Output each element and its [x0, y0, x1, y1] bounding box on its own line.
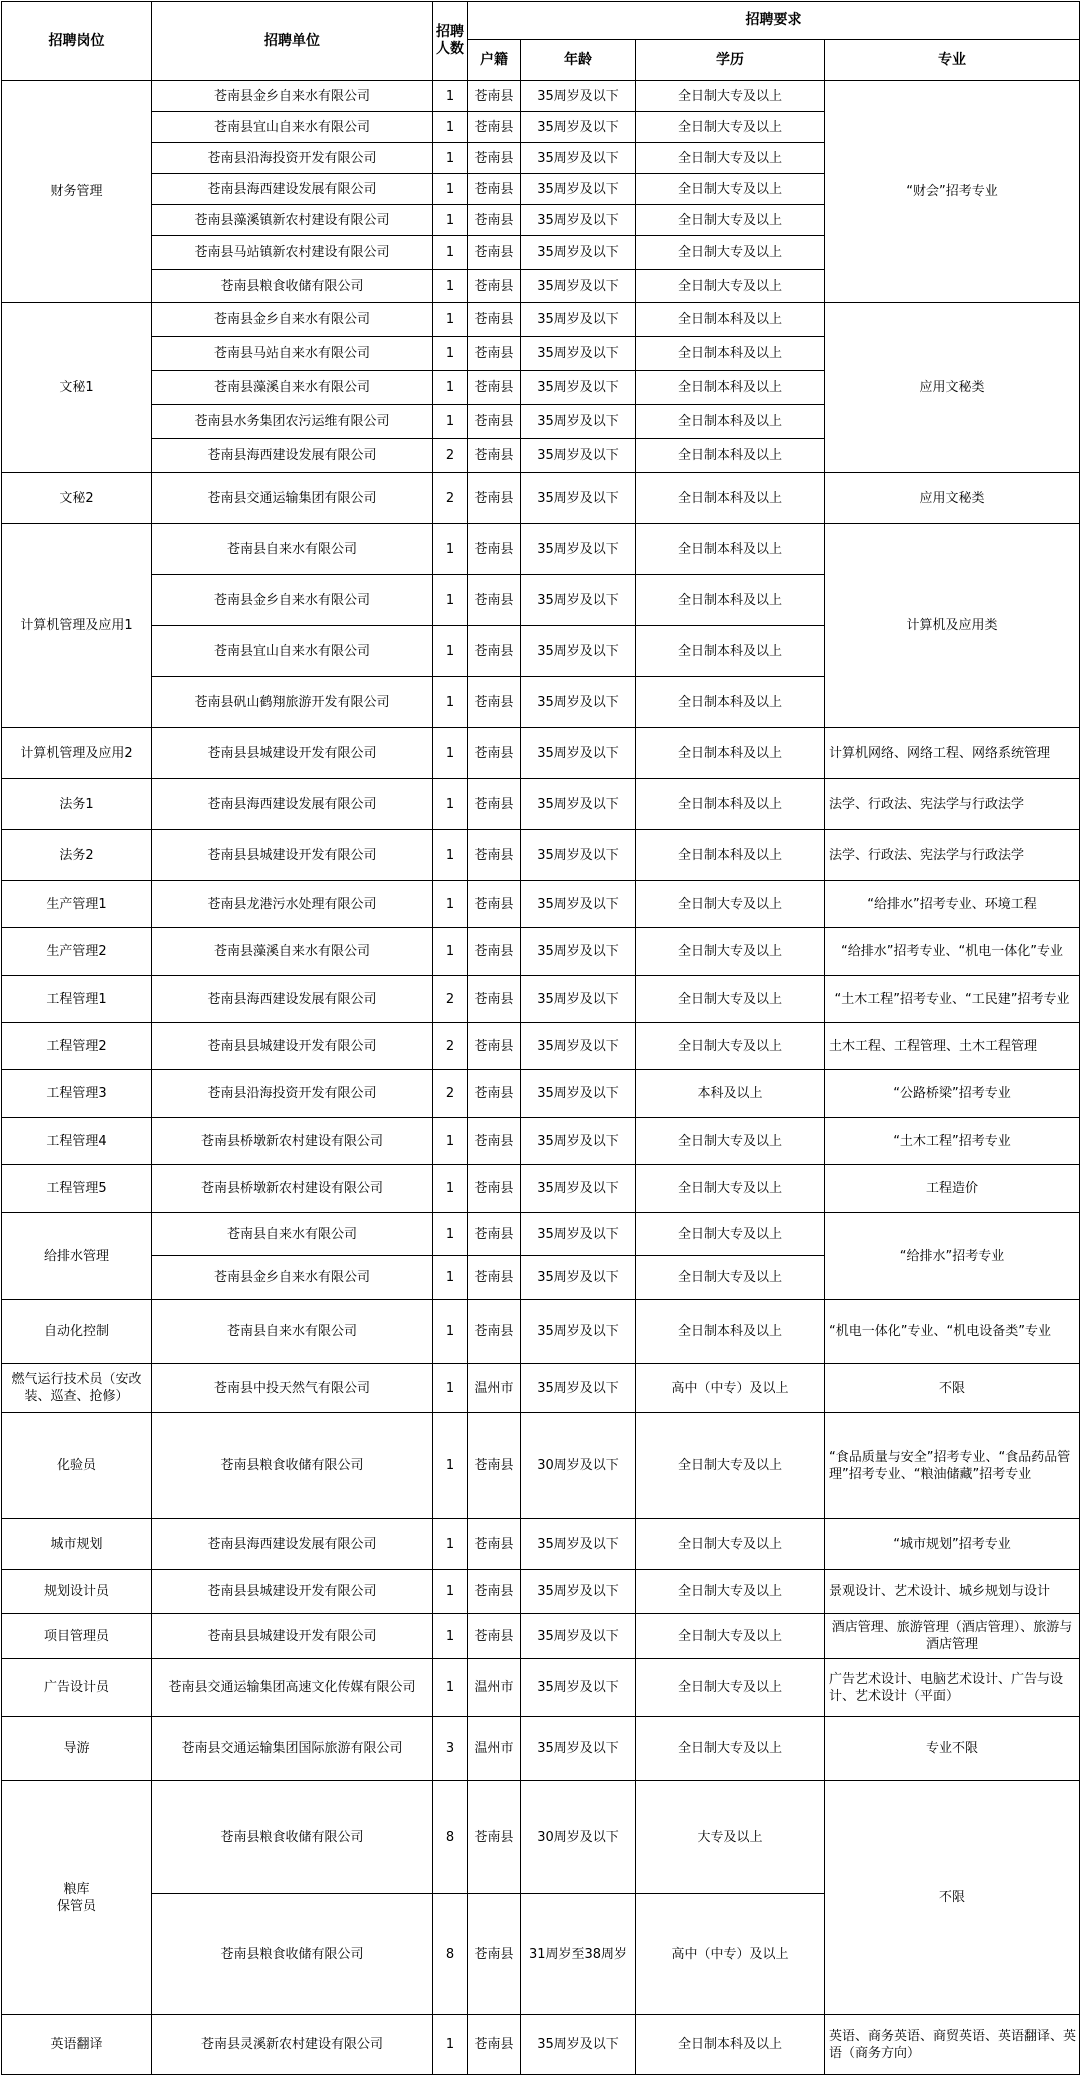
cell-age: 35周岁及以下 — [521, 1213, 636, 1256]
cell-education: 全日制大专及以上 — [636, 1659, 825, 1717]
cell-huji: 苍南县 — [468, 236, 521, 270]
cell-major: 英语、商务英语、商贸英语、英语翻译、英语（商务方向） — [825, 2015, 1080, 2075]
cell-major: “机电一体化”专业、“机电设备类”专业 — [825, 1300, 1080, 1364]
cell-unit: 苍南县县城建设开发有限公司 — [152, 1023, 433, 1070]
cell-education: 全日制大专及以上 — [636, 1413, 825, 1519]
cell-major: “土木工程”招考专业、“工民建”招考专业 — [825, 976, 1080, 1023]
cell-position: 工程管理4 — [2, 1118, 152, 1165]
cell-position: 英语翻译 — [2, 2015, 152, 2075]
cell-count: 1 — [433, 1659, 468, 1717]
cell-education: 全日制大专及以上 — [636, 928, 825, 976]
cell-count: 2 — [433, 439, 468, 473]
cell-major: “公路桥梁”招考专业 — [825, 1070, 1080, 1118]
header-age: 年龄 — [521, 40, 636, 81]
cell-huji: 苍南县 — [468, 1118, 521, 1165]
cell-unit: 苍南县交通运输集团有限公司 — [152, 473, 433, 524]
cell-education: 全日制本科及以上 — [636, 439, 825, 473]
cell-unit: 苍南县自来水有限公司 — [152, 524, 433, 575]
table-row — [2, 1614, 1080, 1659]
cell-education: 全日制大专及以上 — [636, 1118, 825, 1165]
table-row — [2, 303, 1080, 337]
cell-unit: 苍南县中投天然气有限公司 — [152, 1364, 433, 1413]
cell-age: 35周岁及以下 — [521, 1165, 636, 1213]
cell-education: 全日制大专及以上 — [636, 270, 825, 303]
cell-unit: 苍南县交通运输集团高速文化传媒有限公司 — [152, 1659, 433, 1717]
cell-count: 1 — [433, 1165, 468, 1213]
cell-age: 35周岁及以下 — [521, 1519, 636, 1570]
cell-unit: 苍南县海西建设发展有限公司 — [152, 779, 433, 830]
cell-unit: 苍南县交通运输集团国际旅游有限公司 — [152, 1717, 433, 1781]
cell-major: 土木工程、工程管理、土木工程管理 — [825, 1023, 1080, 1070]
cell-major: “给排水”招考专业、“机电一体化”专业 — [825, 928, 1080, 976]
cell-huji: 苍南县 — [468, 1070, 521, 1118]
cell-huji: 苍南县 — [468, 1894, 521, 2015]
cell-unit: 苍南县龙港污水处理有限公司 — [152, 881, 433, 928]
cell-age: 35周岁及以下 — [521, 728, 636, 779]
cell-major: “财会”招考专业 — [825, 81, 1080, 303]
table-row — [2, 1023, 1080, 1070]
cell-unit: 苍南县藻溪镇新农村建设有限公司 — [152, 205, 433, 236]
cell-huji: 苍南县 — [468, 575, 521, 626]
cell-unit: 苍南县沿海投资开发有限公司 — [152, 1070, 433, 1118]
cell-unit: 苍南县自来水有限公司 — [152, 1213, 433, 1256]
cell-education: 全日制本科及以上 — [636, 575, 825, 626]
cell-age: 35周岁及以下 — [521, 1118, 636, 1165]
cell-count: 1 — [433, 405, 468, 439]
cell-count: 1 — [433, 205, 468, 236]
cell-count: 1 — [433, 1300, 468, 1364]
cell-unit: 苍南县金乡自来水有限公司 — [152, 81, 433, 112]
cell-count: 2 — [433, 1023, 468, 1070]
cell-education: 全日制大专及以上 — [636, 81, 825, 112]
cell-position: 工程管理2 — [2, 1023, 152, 1070]
cell-huji: 苍南县 — [468, 371, 521, 405]
cell-age: 30周岁及以下 — [521, 1781, 636, 1894]
cell-position: 生产管理2 — [2, 928, 152, 976]
cell-major: “给排水”招考专业 — [825, 1213, 1080, 1300]
table-row — [2, 1070, 1080, 1118]
cell-count: 1 — [433, 575, 468, 626]
cell-unit: 苍南县金乡自来水有限公司 — [152, 575, 433, 626]
cell-unit: 苍南县海西建设发展有限公司 — [152, 439, 433, 473]
cell-huji: 苍南县 — [468, 143, 521, 174]
cell-huji: 温州市 — [468, 1364, 521, 1413]
cell-age: 35周岁及以下 — [521, 371, 636, 405]
cell-huji: 苍南县 — [468, 205, 521, 236]
cell-age: 35周岁及以下 — [521, 112, 636, 143]
cell-age: 35周岁及以下 — [521, 205, 636, 236]
cell-count: 1 — [433, 677, 468, 728]
cell-unit: 苍南县县城建设开发有限公司 — [152, 1614, 433, 1659]
cell-unit: 苍南县马站镇新农村建设有限公司 — [152, 236, 433, 270]
cell-count: 1 — [433, 371, 468, 405]
cell-count: 1 — [433, 1118, 468, 1165]
cell-major: 计算机及应用类 — [825, 524, 1080, 728]
cell-education: 全日制大专及以上 — [636, 1614, 825, 1659]
cell-huji: 苍南县 — [468, 81, 521, 112]
cell-unit: 苍南县藻溪自来水有限公司 — [152, 928, 433, 976]
cell-unit: 苍南县金乡自来水有限公司 — [152, 303, 433, 337]
table-row — [2, 1717, 1080, 1781]
cell-major: 法学、行政法、宪法学与行政法学 — [825, 830, 1080, 881]
cell-age: 35周岁及以下 — [521, 1300, 636, 1364]
header-unit: 招聘单位 — [152, 2, 433, 81]
header-position: 招聘岗位 — [2, 2, 152, 81]
cell-unit: 苍南县矾山鹤翔旅游开发有限公司 — [152, 677, 433, 728]
cell-huji: 苍南县 — [468, 174, 521, 205]
cell-age: 35周岁及以下 — [521, 976, 636, 1023]
cell-count: 1 — [433, 143, 468, 174]
cell-major: “食品质量与安全”招考专业、“食品药品管理”招考专业、“粮油储藏”招考专业 — [825, 1413, 1080, 1519]
cell-major: “城市规划”招考专业 — [825, 1519, 1080, 1570]
cell-position: 导游 — [2, 1717, 152, 1781]
cell-huji: 苍南县 — [468, 728, 521, 779]
cell-unit: 苍南县海西建设发展有限公司 — [152, 976, 433, 1023]
cell-major: “土木工程”招考专业 — [825, 1118, 1080, 1165]
cell-count: 1 — [433, 626, 468, 677]
cell-count: 8 — [433, 1894, 468, 2015]
cell-major: 工程造价 — [825, 1165, 1080, 1213]
cell-education: 全日制本科及以上 — [636, 303, 825, 337]
cell-education: 全日制大专及以上 — [636, 1717, 825, 1781]
cell-unit: 苍南县海西建设发展有限公司 — [152, 1519, 433, 1570]
cell-count: 1 — [433, 1213, 468, 1256]
cell-age: 35周岁及以下 — [521, 81, 636, 112]
cell-education: 全日制大专及以上 — [636, 1213, 825, 1256]
cell-count: 1 — [433, 2015, 468, 2075]
cell-position: 生产管理1 — [2, 881, 152, 928]
cell-position: 自动化控制 — [2, 1300, 152, 1364]
table-row — [2, 1213, 1080, 1256]
cell-huji: 苍南县 — [468, 270, 521, 303]
cell-education: 本科及以上 — [636, 1070, 825, 1118]
cell-age: 35周岁及以下 — [521, 1256, 636, 1300]
cell-age: 35周岁及以下 — [521, 928, 636, 976]
cell-education: 全日制本科及以上 — [636, 779, 825, 830]
cell-unit: 苍南县灵溪新农村建设有限公司 — [152, 2015, 433, 2075]
cell-position: 粮库 保管员 — [2, 1781, 152, 2015]
cell-position: 化验员 — [2, 1413, 152, 1519]
cell-education: 全日制本科及以上 — [636, 371, 825, 405]
table-row — [2, 1413, 1080, 1519]
cell-huji: 苍南县 — [468, 1519, 521, 1570]
cell-count: 1 — [433, 303, 468, 337]
cell-unit: 苍南县金乡自来水有限公司 — [152, 1256, 433, 1300]
table-row — [2, 81, 1080, 112]
table-row — [2, 1165, 1080, 1213]
cell-major: 应用文秘类 — [825, 473, 1080, 524]
cell-huji: 苍南县 — [468, 677, 521, 728]
cell-unit: 苍南县粮食收储有限公司 — [152, 1413, 433, 1519]
cell-count: 1 — [433, 1519, 468, 1570]
cell-age: 35周岁及以下 — [521, 174, 636, 205]
cell-count: 2 — [433, 1070, 468, 1118]
header-education: 学历 — [636, 40, 825, 81]
table-row — [2, 1519, 1080, 1570]
cell-education: 全日制大专及以上 — [636, 1165, 825, 1213]
cell-unit: 苍南县粮食收储有限公司 — [152, 1894, 433, 2015]
cell-huji: 苍南县 — [468, 1023, 521, 1070]
cell-huji: 苍南县 — [468, 337, 521, 371]
cell-huji: 苍南县 — [468, 1413, 521, 1519]
cell-education: 全日制本科及以上 — [636, 1300, 825, 1364]
cell-education: 全日制大专及以上 — [636, 1256, 825, 1300]
cell-age: 35周岁及以下 — [521, 575, 636, 626]
table-row — [2, 2015, 1080, 2075]
cell-position: 工程管理1 — [2, 976, 152, 1023]
cell-count: 1 — [433, 112, 468, 143]
cell-position: 法务2 — [2, 830, 152, 881]
cell-huji: 苍南县 — [468, 439, 521, 473]
header-huji: 户籍 — [468, 40, 521, 81]
cell-major: 酒店管理、旅游管理（酒店管理）、旅游与酒店管理 — [825, 1614, 1080, 1659]
cell-count: 1 — [433, 728, 468, 779]
cell-education: 全日制本科及以上 — [636, 337, 825, 371]
cell-unit: 苍南县县城建设开发有限公司 — [152, 728, 433, 779]
cell-huji: 苍南县 — [468, 1781, 521, 1894]
header-count: 招聘人数 — [433, 2, 468, 81]
cell-age: 30周岁及以下 — [521, 1413, 636, 1519]
cell-age: 35周岁及以下 — [521, 1070, 636, 1118]
cell-education: 全日制大专及以上 — [636, 112, 825, 143]
cell-education: 高中（中专）及以上 — [636, 1364, 825, 1413]
cell-position: 规划设计员 — [2, 1570, 152, 1614]
cell-education: 全日制大专及以上 — [636, 976, 825, 1023]
cell-major: 专业不限 — [825, 1717, 1080, 1781]
cell-age: 35周岁及以下 — [521, 337, 636, 371]
cell-age: 35周岁及以下 — [521, 1614, 636, 1659]
cell-huji: 苍南县 — [468, 1213, 521, 1256]
cell-position: 计算机管理及应用1 — [2, 524, 152, 728]
cell-position: 城市规划 — [2, 1519, 152, 1570]
cell-education: 全日制本科及以上 — [636, 405, 825, 439]
cell-position: 工程管理3 — [2, 1070, 152, 1118]
cell-count: 3 — [433, 1717, 468, 1781]
cell-huji: 苍南县 — [468, 830, 521, 881]
cell-education: 全日制本科及以上 — [636, 830, 825, 881]
cell-count: 1 — [433, 1364, 468, 1413]
cell-count: 1 — [433, 174, 468, 205]
table-row — [2, 779, 1080, 830]
cell-position: 法务1 — [2, 779, 152, 830]
table-row — [2, 881, 1080, 928]
table-row — [2, 473, 1080, 524]
cell-age: 35周岁及以下 — [521, 524, 636, 575]
cell-count: 1 — [433, 1614, 468, 1659]
recruitment-table — [1, 1, 1080, 2075]
cell-count: 1 — [433, 337, 468, 371]
table-row — [2, 1781, 1080, 1894]
cell-unit: 苍南县马站自来水有限公司 — [152, 337, 433, 371]
table-row — [2, 1364, 1080, 1413]
cell-education: 全日制本科及以上 — [636, 524, 825, 575]
cell-age: 35周岁及以下 — [521, 1364, 636, 1413]
cell-huji: 苍南县 — [468, 1570, 521, 1614]
cell-unit: 苍南县藻溪自来水有限公司 — [152, 371, 433, 405]
cell-huji: 苍南县 — [468, 473, 521, 524]
cell-unit: 苍南县沿海投资开发有限公司 — [152, 143, 433, 174]
table-row — [2, 830, 1080, 881]
cell-education: 全日制大专及以上 — [636, 143, 825, 174]
cell-count: 1 — [433, 236, 468, 270]
cell-age: 31周岁至38周岁 — [521, 1894, 636, 2015]
cell-education: 全日制本科及以上 — [636, 677, 825, 728]
cell-position: 项目管理员 — [2, 1614, 152, 1659]
cell-unit: 苍南县水务集团农污运维有限公司 — [152, 405, 433, 439]
cell-position: 财务管理 — [2, 81, 152, 303]
cell-huji: 苍南县 — [468, 1614, 521, 1659]
cell-unit: 苍南县桥墩新农村建设有限公司 — [152, 1165, 433, 1213]
table-row — [2, 1118, 1080, 1165]
cell-unit: 苍南县粮食收储有限公司 — [152, 270, 433, 303]
cell-count: 2 — [433, 976, 468, 1023]
cell-count: 1 — [433, 1256, 468, 1300]
cell-age: 35周岁及以下 — [521, 881, 636, 928]
cell-unit: 苍南县粮食收储有限公司 — [152, 1781, 433, 1894]
cell-education: 大专及以上 — [636, 1781, 825, 1894]
cell-count: 1 — [433, 928, 468, 976]
cell-position: 广告设计员 — [2, 1659, 152, 1717]
cell-position: 给排水管理 — [2, 1213, 152, 1300]
cell-education: 高中（中专）及以上 — [636, 1894, 825, 2015]
cell-major: “给排水”招考专业、环境工程 — [825, 881, 1080, 928]
cell-count: 1 — [433, 1413, 468, 1519]
cell-huji: 苍南县 — [468, 303, 521, 337]
cell-huji: 温州市 — [468, 1659, 521, 1717]
cell-education: 全日制大专及以上 — [636, 236, 825, 270]
cell-position: 文秘2 — [2, 473, 152, 524]
cell-huji: 苍南县 — [468, 881, 521, 928]
cell-unit: 苍南县宜山自来水有限公司 — [152, 112, 433, 143]
table-row — [2, 976, 1080, 1023]
cell-major: 广告艺术设计、电脑艺术设计、广告与设计、艺术设计（平面） — [825, 1659, 1080, 1717]
cell-position: 计算机管理及应用2 — [2, 728, 152, 779]
cell-count: 1 — [433, 81, 468, 112]
cell-age: 35周岁及以下 — [521, 1659, 636, 1717]
cell-count: 1 — [433, 881, 468, 928]
cell-age: 35周岁及以下 — [521, 677, 636, 728]
table-row — [2, 1570, 1080, 1614]
cell-count: 1 — [433, 830, 468, 881]
cell-unit: 苍南县县城建设开发有限公司 — [152, 830, 433, 881]
cell-major: 计算机网络、网络工程、网络系统管理 — [825, 728, 1080, 779]
cell-age: 35周岁及以下 — [521, 1570, 636, 1614]
cell-education: 全日制大专及以上 — [636, 881, 825, 928]
header-major: 专业 — [825, 40, 1080, 81]
cell-unit: 苍南县海西建设发展有限公司 — [152, 174, 433, 205]
cell-education: 全日制大专及以上 — [636, 1570, 825, 1614]
cell-huji: 苍南县 — [468, 1300, 521, 1364]
cell-huji: 苍南县 — [468, 2015, 521, 2075]
cell-education: 全日制大专及以上 — [636, 174, 825, 205]
cell-age: 35周岁及以下 — [521, 236, 636, 270]
cell-position: 燃气运行技术员（安改装、巡查、抢修） — [2, 1364, 152, 1413]
table-row — [2, 728, 1080, 779]
table-row — [2, 1300, 1080, 1364]
cell-huji: 苍南县 — [468, 976, 521, 1023]
cell-huji: 苍南县 — [468, 405, 521, 439]
cell-major: 应用文秘类 — [825, 303, 1080, 473]
cell-unit: 苍南县桥墩新农村建设有限公司 — [152, 1118, 433, 1165]
header-requirements: 招聘要求 — [468, 2, 1080, 40]
cell-education: 全日制大专及以上 — [636, 205, 825, 236]
cell-age: 35周岁及以下 — [521, 830, 636, 881]
cell-huji: 苍南县 — [468, 1256, 521, 1300]
cell-age: 35周岁及以下 — [521, 1717, 636, 1781]
cell-count: 8 — [433, 1781, 468, 1894]
cell-education: 全日制本科及以上 — [636, 473, 825, 524]
cell-major: 不限 — [825, 1364, 1080, 1413]
cell-unit: 苍南县自来水有限公司 — [152, 1300, 433, 1364]
table-row — [2, 928, 1080, 976]
cell-count: 1 — [433, 270, 468, 303]
cell-age: 35周岁及以下 — [521, 303, 636, 337]
cell-huji: 苍南县 — [468, 928, 521, 976]
cell-age: 35周岁及以下 — [521, 473, 636, 524]
cell-huji: 苍南县 — [468, 524, 521, 575]
cell-count: 1 — [433, 1570, 468, 1614]
cell-education: 全日制本科及以上 — [636, 728, 825, 779]
cell-unit: 苍南县县城建设开发有限公司 — [152, 1570, 433, 1614]
cell-major: 不限 — [825, 1781, 1080, 2015]
cell-count: 1 — [433, 524, 468, 575]
cell-huji: 苍南县 — [468, 1165, 521, 1213]
cell-age: 35周岁及以下 — [521, 779, 636, 830]
cell-huji: 苍南县 — [468, 112, 521, 143]
cell-huji: 苍南县 — [468, 779, 521, 830]
cell-major: 法学、行政法、宪法学与行政法学 — [825, 779, 1080, 830]
cell-huji: 苍南县 — [468, 626, 521, 677]
cell-huji: 温州市 — [468, 1717, 521, 1781]
cell-education: 全日制本科及以上 — [636, 626, 825, 677]
cell-age: 35周岁及以下 — [521, 1023, 636, 1070]
header-row-top — [2, 2, 1080, 40]
cell-age: 35周岁及以下 — [521, 143, 636, 174]
cell-education: 全日制大专及以上 — [636, 1519, 825, 1570]
table-row — [2, 524, 1080, 575]
cell-position: 工程管理5 — [2, 1165, 152, 1213]
cell-age: 35周岁及以下 — [521, 405, 636, 439]
cell-count: 2 — [433, 473, 468, 524]
cell-count: 1 — [433, 779, 468, 830]
cell-unit: 苍南县宜山自来水有限公司 — [152, 626, 433, 677]
cell-age: 35周岁及以下 — [521, 626, 636, 677]
cell-education: 全日制大专及以上 — [636, 1023, 825, 1070]
cell-position: 文秘1 — [2, 303, 152, 473]
cell-education: 全日制本科及以上 — [636, 2015, 825, 2075]
cell-age: 35周岁及以下 — [521, 270, 636, 303]
cell-age: 35周岁及以下 — [521, 439, 636, 473]
cell-major: 景观设计、艺术设计、城乡规划与设计 — [825, 1570, 1080, 1614]
table-row — [2, 1659, 1080, 1717]
cell-age: 35周岁及以下 — [521, 2015, 636, 2075]
